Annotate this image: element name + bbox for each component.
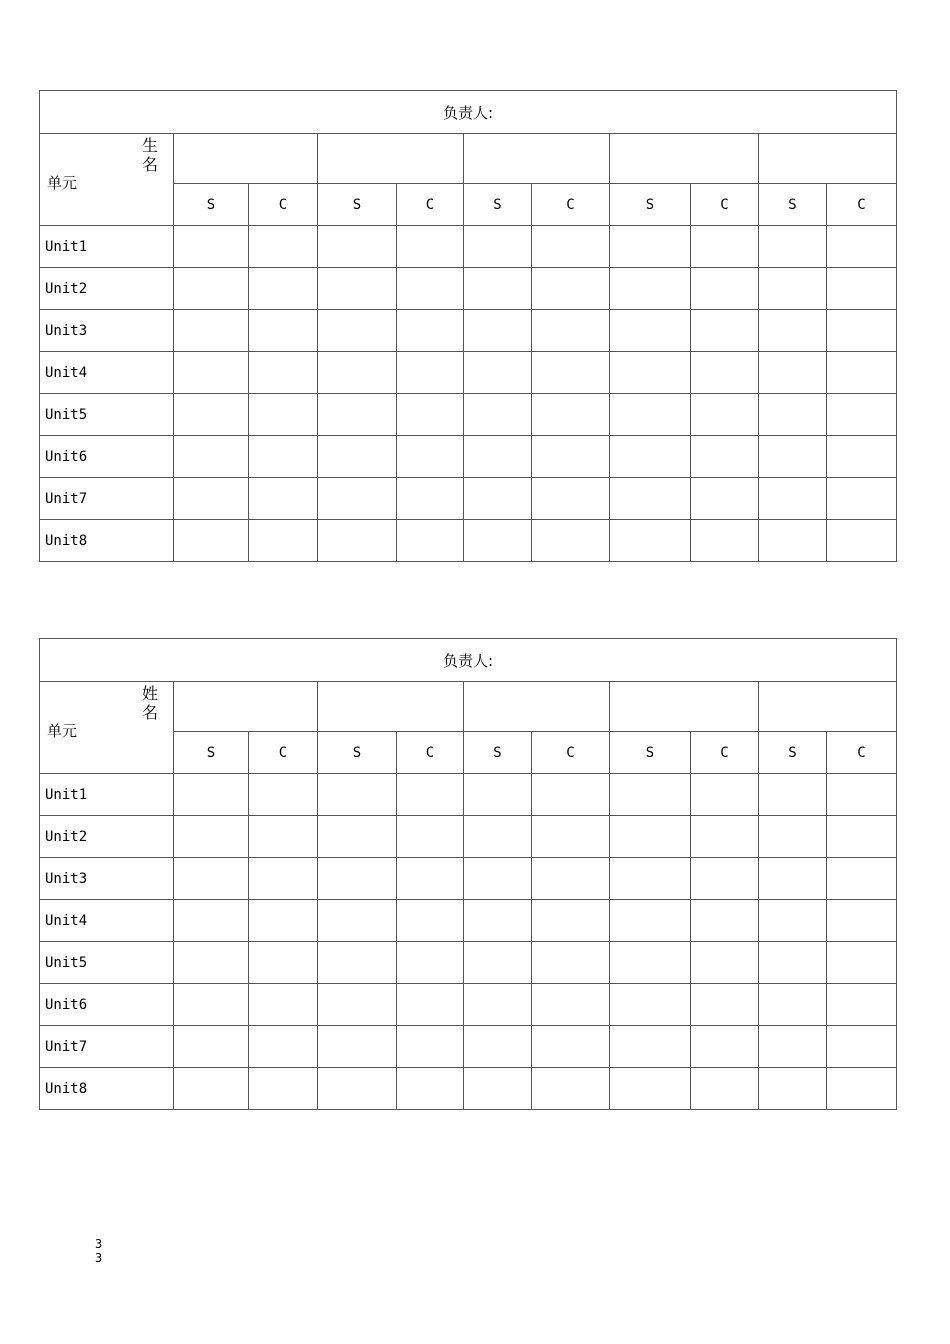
score-cell[interactable] bbox=[532, 1026, 610, 1068]
score-cell[interactable] bbox=[318, 984, 397, 1026]
score-cell[interactable] bbox=[827, 520, 897, 562]
score-cell[interactable] bbox=[174, 1026, 249, 1068]
score-cell[interactable] bbox=[249, 984, 318, 1026]
table-row bbox=[40, 942, 897, 984]
score-cell[interactable] bbox=[827, 1026, 897, 1068]
table-row bbox=[40, 816, 897, 858]
unit-label: Unit2 bbox=[40, 268, 174, 310]
score-cell[interactable] bbox=[464, 520, 532, 562]
score-cell[interactable] bbox=[532, 478, 610, 520]
score-cell[interactable] bbox=[759, 226, 827, 268]
student-name-cell[interactable] bbox=[759, 134, 897, 184]
score-cell[interactable] bbox=[249, 520, 318, 562]
score-cell[interactable] bbox=[249, 774, 318, 816]
score-cell[interactable] bbox=[397, 942, 464, 984]
score-cell[interactable] bbox=[397, 310, 464, 352]
responsible-person-title: 负责人: bbox=[40, 91, 897, 134]
score-cell[interactable] bbox=[249, 394, 318, 436]
score-cell[interactable] bbox=[691, 1026, 759, 1068]
unit-label: Unit2 bbox=[40, 816, 174, 858]
sc-header-cell: S bbox=[318, 732, 397, 774]
score-cell[interactable] bbox=[174, 774, 249, 816]
table-row bbox=[40, 226, 897, 268]
score-cell[interactable] bbox=[691, 310, 759, 352]
table-row bbox=[40, 900, 897, 942]
table-row bbox=[40, 1026, 897, 1068]
score-cell[interactable] bbox=[759, 942, 827, 984]
table-row bbox=[40, 310, 897, 352]
score-cell[interactable] bbox=[610, 520, 691, 562]
score-cell[interactable] bbox=[174, 984, 249, 1026]
score-cell[interactable] bbox=[532, 1068, 610, 1110]
score-cell[interactable] bbox=[827, 858, 897, 900]
score-cell[interactable] bbox=[691, 478, 759, 520]
header-corner-cell bbox=[40, 134, 174, 226]
score-cell[interactable] bbox=[174, 478, 249, 520]
score-cell[interactable] bbox=[610, 226, 691, 268]
student-name-cell[interactable] bbox=[318, 134, 464, 184]
sc-header-cell: C bbox=[249, 732, 318, 774]
score-cell[interactable] bbox=[464, 816, 532, 858]
score-cell[interactable] bbox=[249, 226, 318, 268]
sc-header-cell: S bbox=[464, 732, 532, 774]
score-cell[interactable] bbox=[827, 816, 897, 858]
score-cell[interactable] bbox=[318, 436, 397, 478]
score-cell[interactable] bbox=[397, 1068, 464, 1110]
unit-label: Unit3 bbox=[40, 310, 174, 352]
score-cell[interactable] bbox=[318, 816, 397, 858]
score-cell[interactable] bbox=[318, 520, 397, 562]
score-cell[interactable] bbox=[827, 774, 897, 816]
score-cell[interactable] bbox=[464, 774, 532, 816]
unit-label: Unit5 bbox=[40, 942, 174, 984]
score-cell[interactable] bbox=[174, 268, 249, 310]
sc-header-cell: C bbox=[249, 184, 318, 226]
score-cell[interactable] bbox=[464, 942, 532, 984]
score-cell[interactable] bbox=[397, 858, 464, 900]
score-cell[interactable] bbox=[464, 1026, 532, 1068]
sc-header-cell: C bbox=[691, 184, 759, 226]
sc-header-cell: S bbox=[464, 184, 532, 226]
score-cell[interactable] bbox=[174, 858, 249, 900]
score-cell[interactable] bbox=[759, 520, 827, 562]
score-cell[interactable] bbox=[464, 436, 532, 478]
score-cell[interactable] bbox=[397, 900, 464, 942]
score-cell[interactable] bbox=[532, 436, 610, 478]
score-cell[interactable] bbox=[610, 942, 691, 984]
score-cell[interactable] bbox=[249, 352, 318, 394]
score-table-1 bbox=[39, 90, 897, 562]
table-row bbox=[40, 478, 897, 520]
score-cell[interactable] bbox=[532, 394, 610, 436]
score-cell[interactable] bbox=[397, 352, 464, 394]
score-cell[interactable] bbox=[827, 394, 897, 436]
score-cell[interactable] bbox=[759, 310, 827, 352]
score-cell[interactable] bbox=[827, 984, 897, 1026]
sc-header-cell: S bbox=[174, 732, 249, 774]
score-cell[interactable] bbox=[610, 858, 691, 900]
unit-label: Unit8 bbox=[40, 520, 174, 562]
score-cell[interactable] bbox=[174, 394, 249, 436]
score-cell[interactable] bbox=[691, 268, 759, 310]
score-cell[interactable] bbox=[827, 436, 897, 478]
score-cell[interactable] bbox=[691, 774, 759, 816]
table-row bbox=[40, 352, 897, 394]
score-cell[interactable] bbox=[691, 394, 759, 436]
score-cell[interactable] bbox=[759, 1026, 827, 1068]
score-cell[interactable] bbox=[827, 942, 897, 984]
score-cell[interactable] bbox=[174, 310, 249, 352]
score-cell[interactable] bbox=[397, 520, 464, 562]
score-cell[interactable] bbox=[610, 436, 691, 478]
score-cell[interactable] bbox=[174, 900, 249, 942]
score-cell[interactable] bbox=[249, 900, 318, 942]
score-cell[interactable] bbox=[691, 900, 759, 942]
score-cell[interactable] bbox=[397, 984, 464, 1026]
score-cell[interactable] bbox=[691, 942, 759, 984]
score-cell[interactable] bbox=[610, 900, 691, 942]
score-cell[interactable] bbox=[532, 226, 610, 268]
score-cell[interactable] bbox=[174, 1068, 249, 1110]
score-cell[interactable] bbox=[691, 226, 759, 268]
unit-label: Unit8 bbox=[40, 1068, 174, 1110]
student-name-cell[interactable] bbox=[174, 682, 318, 732]
corner-unit-label: 单元 bbox=[47, 174, 78, 192]
score-cell[interactable] bbox=[249, 436, 318, 478]
score-cell[interactable] bbox=[464, 394, 532, 436]
score-cell[interactable] bbox=[610, 310, 691, 352]
score-cell[interactable] bbox=[532, 816, 610, 858]
score-cell[interactable] bbox=[174, 942, 249, 984]
score-cell[interactable] bbox=[827, 268, 897, 310]
sc-header-cell: C bbox=[827, 184, 897, 226]
score-cell[interactable] bbox=[318, 394, 397, 436]
table-row bbox=[40, 520, 897, 562]
score-cell[interactable] bbox=[249, 268, 318, 310]
score-cell[interactable] bbox=[249, 942, 318, 984]
score-cell[interactable] bbox=[464, 352, 532, 394]
score-cell[interactable] bbox=[610, 394, 691, 436]
unit-label: Unit3 bbox=[40, 858, 174, 900]
score-cell[interactable] bbox=[174, 816, 249, 858]
score-cell[interactable] bbox=[827, 226, 897, 268]
sc-header-cell: C bbox=[532, 732, 610, 774]
unit-label: Unit7 bbox=[40, 478, 174, 520]
score-cell[interactable] bbox=[464, 310, 532, 352]
sc-header-cell: S bbox=[759, 184, 827, 226]
responsible-person-title: 负责人: bbox=[40, 639, 897, 682]
sc-header-cell: C bbox=[691, 732, 759, 774]
table-row bbox=[40, 268, 897, 310]
score-cell[interactable] bbox=[759, 478, 827, 520]
unit-label: Unit5 bbox=[40, 394, 174, 436]
score-cell[interactable] bbox=[610, 268, 691, 310]
page-number-line-2: 3 bbox=[95, 1251, 103, 1265]
sc-header-cell: S bbox=[174, 184, 249, 226]
score-cell[interactable] bbox=[610, 984, 691, 1026]
page-number-line-1: 3 bbox=[95, 1237, 103, 1251]
score-cell[interactable] bbox=[827, 900, 897, 942]
score-cell[interactable] bbox=[691, 858, 759, 900]
score-cell[interactable] bbox=[318, 900, 397, 942]
unit-label: Unit1 bbox=[40, 774, 174, 816]
table-row bbox=[40, 984, 897, 1026]
score-cell[interactable] bbox=[249, 858, 318, 900]
score-cell[interactable] bbox=[318, 774, 397, 816]
score-cell[interactable] bbox=[249, 1068, 318, 1110]
sc-header-cell: S bbox=[759, 732, 827, 774]
score-cell[interactable] bbox=[691, 352, 759, 394]
score-cell[interactable] bbox=[397, 436, 464, 478]
student-name-cell[interactable] bbox=[174, 134, 318, 184]
score-cell[interactable] bbox=[318, 268, 397, 310]
score-cell[interactable] bbox=[827, 1068, 897, 1110]
score-cell[interactable] bbox=[464, 984, 532, 1026]
score-cell[interactable] bbox=[610, 1026, 691, 1068]
table-row bbox=[40, 1068, 897, 1110]
score-cell[interactable] bbox=[532, 520, 610, 562]
score-cell[interactable] bbox=[174, 436, 249, 478]
score-cell[interactable] bbox=[691, 520, 759, 562]
score-cell[interactable] bbox=[464, 226, 532, 268]
score-cell[interactable] bbox=[827, 478, 897, 520]
sc-header-cell: S bbox=[610, 184, 691, 226]
score-cell[interactable] bbox=[610, 478, 691, 520]
score-cell[interactable] bbox=[174, 352, 249, 394]
score-cell[interactable] bbox=[827, 310, 897, 352]
corner-name-label: 姓名 bbox=[141, 684, 158, 722]
unit-label: Unit7 bbox=[40, 1026, 174, 1068]
header-corner-cell bbox=[40, 682, 174, 774]
score-cell[interactable] bbox=[610, 1068, 691, 1110]
score-cell[interactable] bbox=[318, 310, 397, 352]
score-cell[interactable] bbox=[318, 352, 397, 394]
table-row bbox=[40, 858, 897, 900]
score-cell[interactable] bbox=[759, 858, 827, 900]
score-cell[interactable] bbox=[464, 478, 532, 520]
score-cell[interactable] bbox=[397, 774, 464, 816]
table-row bbox=[40, 774, 897, 816]
student-name-cell[interactable] bbox=[318, 682, 464, 732]
score-cell[interactable] bbox=[174, 226, 249, 268]
score-cell[interactable] bbox=[759, 436, 827, 478]
unit-label: Unit4 bbox=[40, 900, 174, 942]
score-cell[interactable] bbox=[759, 900, 827, 942]
sc-header-cell: C bbox=[397, 184, 464, 226]
score-cell[interactable] bbox=[318, 226, 397, 268]
sc-header-cell: S bbox=[610, 732, 691, 774]
score-cell[interactable] bbox=[532, 942, 610, 984]
sc-header-cell: C bbox=[827, 732, 897, 774]
score-cell[interactable] bbox=[532, 310, 610, 352]
student-name-cell[interactable] bbox=[610, 682, 759, 732]
corner-name-label: 生名 bbox=[141, 136, 158, 174]
score-cell[interactable] bbox=[318, 942, 397, 984]
score-cell[interactable] bbox=[532, 352, 610, 394]
score-cell[interactable] bbox=[318, 858, 397, 900]
score-table-2 bbox=[39, 638, 897, 1110]
score-cell[interactable] bbox=[610, 774, 691, 816]
score-cell[interactable] bbox=[827, 352, 897, 394]
score-cell[interactable] bbox=[759, 1068, 827, 1110]
unit-label: Unit6 bbox=[40, 984, 174, 1026]
student-name-cell[interactable] bbox=[464, 134, 610, 184]
score-cell[interactable] bbox=[464, 1068, 532, 1110]
score-cell[interactable] bbox=[610, 816, 691, 858]
table-row bbox=[40, 436, 897, 478]
score-cell[interactable] bbox=[532, 900, 610, 942]
score-cell[interactable] bbox=[759, 816, 827, 858]
score-cell[interactable] bbox=[759, 984, 827, 1026]
score-cell[interactable] bbox=[397, 1026, 464, 1068]
unit-label: Unit1 bbox=[40, 226, 174, 268]
score-cell[interactable] bbox=[318, 1068, 397, 1110]
score-cell[interactable] bbox=[610, 352, 691, 394]
score-cell[interactable] bbox=[532, 774, 610, 816]
corner-unit-label: 单元 bbox=[47, 722, 78, 740]
sc-header-cell: S bbox=[318, 184, 397, 226]
score-cell[interactable] bbox=[249, 816, 318, 858]
unit-label: Unit4 bbox=[40, 352, 174, 394]
score-cell[interactable] bbox=[759, 394, 827, 436]
score-cell[interactable] bbox=[318, 1026, 397, 1068]
sc-header-cell: C bbox=[532, 184, 610, 226]
score-cell[interactable] bbox=[464, 268, 532, 310]
score-cell[interactable] bbox=[249, 478, 318, 520]
student-name-cell[interactable] bbox=[464, 682, 610, 732]
score-cell[interactable] bbox=[691, 984, 759, 1026]
score-cell[interactable] bbox=[249, 310, 318, 352]
score-cell[interactable] bbox=[532, 858, 610, 900]
score-cell[interactable] bbox=[691, 436, 759, 478]
score-cell[interactable] bbox=[532, 984, 610, 1026]
score-cell[interactable] bbox=[397, 478, 464, 520]
score-cell[interactable] bbox=[759, 268, 827, 310]
score-cell[interactable] bbox=[759, 774, 827, 816]
score-cell[interactable] bbox=[464, 900, 532, 942]
score-cell[interactable] bbox=[318, 478, 397, 520]
page-number bbox=[95, 1237, 102, 1265]
score-cell[interactable] bbox=[464, 858, 532, 900]
student-name-cell[interactable] bbox=[759, 682, 897, 732]
score-cell[interactable] bbox=[759, 352, 827, 394]
score-cell[interactable] bbox=[691, 816, 759, 858]
score-cell[interactable] bbox=[532, 268, 610, 310]
score-cell[interactable] bbox=[691, 1068, 759, 1110]
score-cell[interactable] bbox=[397, 268, 464, 310]
unit-label: Unit6 bbox=[40, 436, 174, 478]
score-cell[interactable] bbox=[397, 816, 464, 858]
table-row bbox=[40, 394, 897, 436]
score-cell[interactable] bbox=[249, 1026, 318, 1068]
student-name-cell[interactable] bbox=[610, 134, 759, 184]
score-cell[interactable] bbox=[397, 394, 464, 436]
score-cell[interactable] bbox=[397, 226, 464, 268]
sc-header-cell: C bbox=[397, 732, 464, 774]
score-cell[interactable] bbox=[174, 520, 249, 562]
